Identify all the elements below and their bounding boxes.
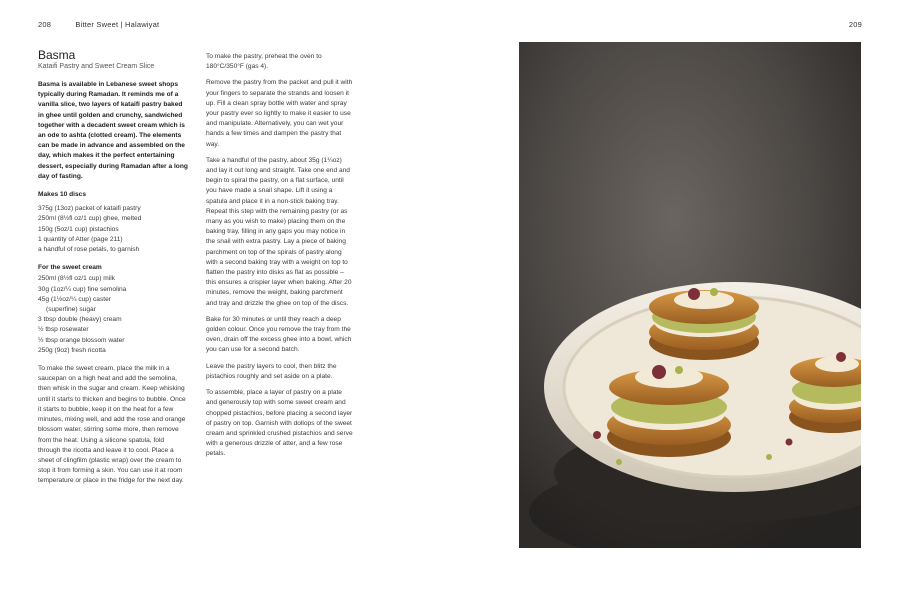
method-step: Bake for 30 minutes or until they reach a deep golden colour. Once you remove the tray from the oven, drain off the excess ghee into a bowl, which you can use for a second batch. xyxy=(206,315,352,354)
left-running-head xyxy=(38,20,159,29)
method-step: Leave the pastry layers to cool, then blitz the pistachios roughly and set aside on a plate. xyxy=(206,362,337,380)
ingredient: 3 tbsp double (heavy) cream xyxy=(38,316,122,324)
ingredient: 1 quantity of Atter (page 211) xyxy=(38,235,123,243)
ingredient: a handful of rose petals, to garnish xyxy=(38,246,140,254)
ingredient: ½ tbsp rosewater xyxy=(38,326,89,334)
ingredient: 150g (5oz/1 cup) pistachios xyxy=(38,225,119,233)
left-column xyxy=(38,48,188,493)
right-text-column xyxy=(206,52,354,466)
ingredient: 45g (1½oz/¼ cup) caster xyxy=(38,295,111,303)
method-step: Take a handful of the pastry, about 35g (1¼oz) and lay it out long and straight. Take one end and begin to spiral the pastry, on a flat surface, until you have made a snail shape. Lift it using a spatula and place it in a non-stick baking tray. Repeat this step with the remaining pastry (or as many as you wish to make) placing them on the baking tray, filling in any gaps you may notice in the snail with extra pastry. Lay a piece of baking parchment on top of the spirals of pastry along with a second baking tray with a weight on top to flatten the pastry into disks as flat as possible – this ensures a crispier layer when baking. After 20 minutes, remove the weight, baking parchment and tray and drizzle the ghee on top of the discs. xyxy=(206,156,352,307)
ingredient: 30g (1oz/¼ cup) fine semolina xyxy=(38,285,127,293)
recipe-intro: Basma is available in Lebanese sweet shops typically during Ramadan. It reminds me of a vanilla slice, two layers of kataifi pastry baked in ghee until golden and crunchy, sandwiched together with a decadent sweet cream which is an ode to ashta (clotted cream). The elements can be made in advance and assembled on the day, which makes it the perfect entertaining dessert, especially during Ramadan after a long day of fasting. xyxy=(38,81,188,180)
method-step: To assemble, place a layer of pastry on a plate and generously top with some sweet cream and chopped pistachios, before placing a second layer of pastry on top. Garnish with dollops of the sweet cream and sprinkled crushed pistachios and serve with a generous drizzle of atter, and a few rose petals. xyxy=(206,389,353,458)
method-step: To make the pastry, preheat the oven to 180°C/350°F (gas 4). xyxy=(206,53,322,71)
pastry-stack-back xyxy=(649,288,759,360)
dessert-photo xyxy=(519,42,861,548)
ingredient: (superfine) sugar xyxy=(46,306,96,314)
left-page-number: 208 xyxy=(38,20,52,29)
ingredient: 250ml (8½fl oz/1 cup) ghee, melted xyxy=(38,215,142,223)
ingredient: 375g (13oz) packet of kataifi pastry xyxy=(38,205,141,213)
pastry-stack-right xyxy=(789,352,861,433)
yield: Makes 10 discs xyxy=(38,191,87,199)
right-page-number: 209 xyxy=(848,20,862,29)
sweet-cream-list xyxy=(38,274,188,356)
rose-petal xyxy=(593,431,601,439)
ingredient: ½ tbsp orange blossom water xyxy=(38,336,125,344)
ingredient: 250ml (8½fl oz/1 cup) milk xyxy=(38,275,115,283)
ingredient-list xyxy=(38,204,188,255)
book-title: Bitter Sweet | Halawiyat xyxy=(75,20,160,29)
dessert-illustration xyxy=(519,42,861,548)
ingredient: 250g (9oz) fresh ricotta xyxy=(38,346,106,354)
method-sweet-cream: To make the sweet cream, place the milk in a saucepan on a high heat and add the semolina, then whisk in the sugar and cream. Keep whisking until it starts to thicken and begins to bubble. Once it starts to bubble, keep it on the heat for a few minutes, mixing well, and add the rose and orange blossom water, stirring some more, then remove from the heat. Using a silicone spatula, fold through the ricotta and leave it to cool. Place a sheet of clingfilm (plastic wrap) over the cream to stop it from forming a skin. You can use it at room temperature or place in the fridge for the next day. xyxy=(38,365,186,485)
recipe-title: Basma xyxy=(38,48,76,62)
pastry-stack-front xyxy=(607,365,731,457)
recipe-subtitle: Kataifi Pastry and Sweet Cream Slice xyxy=(38,63,155,70)
sweet-cream-heading: For the sweet cream xyxy=(38,264,102,272)
method-step: Remove the pastry from the packet and pull it with your fingers to separate the strands and loosen it up. Fill a clean spray bottle with water and spray your pastry ever so lightly to make it easier to use and manipulate. Alternatively, you can wet your hands a few times and dampen the pastry that way. xyxy=(206,79,353,148)
